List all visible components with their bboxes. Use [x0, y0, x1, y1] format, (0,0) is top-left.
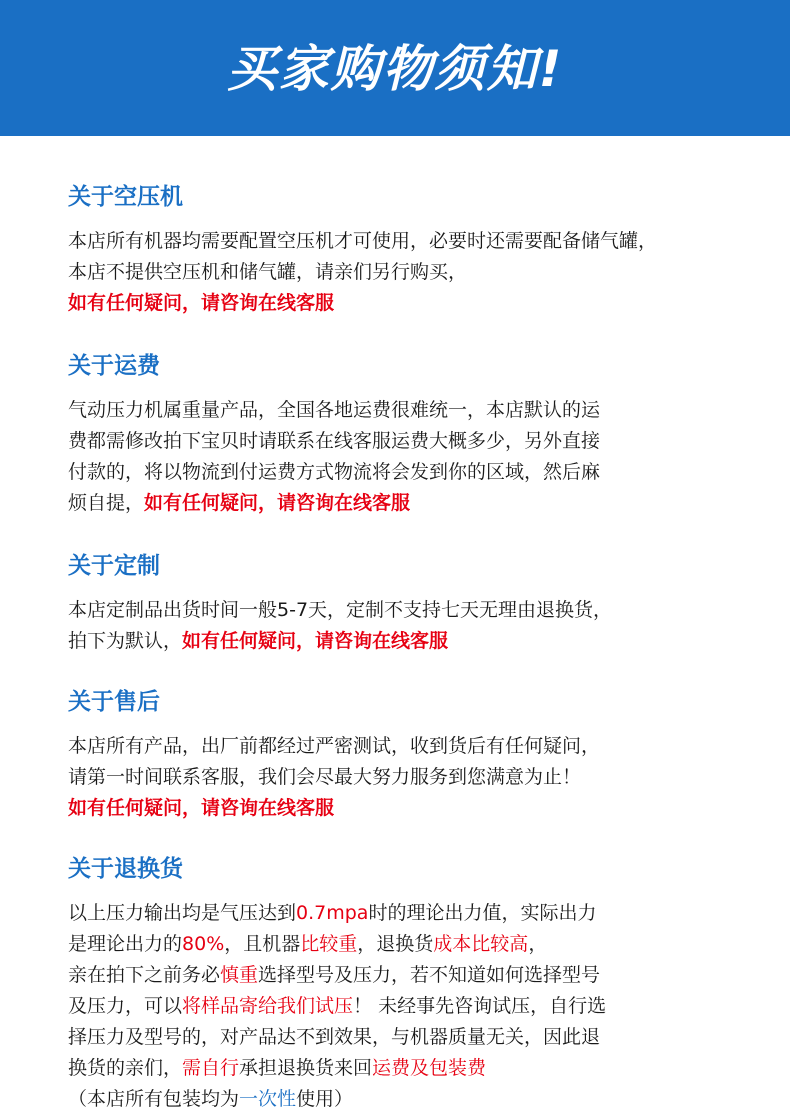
- section-custom: [68, 547, 768, 657]
- text-segment: ，: [528, 933, 548, 955]
- contact-notice: 如有任何疑问，请咨询在线客服: [144, 492, 411, 514]
- section-heading: 关于运费: [68, 353, 160, 379]
- section-returns: [68, 850, 768, 1115]
- text-segment: 及压力，可以: [68, 995, 183, 1017]
- contact-notice: 如有任何疑问，请咨询在线客服: [68, 292, 335, 314]
- text-line: 气动压力机属重量产品，全国各地运费很难统一，本店默认的运: [68, 399, 601, 421]
- text-segment: 选择型号及压力，若不知道如何选择型号: [258, 964, 601, 986]
- text-segment: 以上压力输出均是气压达到: [68, 902, 297, 924]
- highlight-text: 慎重: [220, 964, 259, 986]
- highlight-text: 一次性: [239, 1088, 297, 1110]
- text-line: 本店所有机器均需要配置空压机才可使用，必要时还需要配备储气罐，: [68, 230, 658, 252]
- text-line: 费都需修改拍下宝贝时请联系在线客服运费大概多少，另外直接: [68, 430, 601, 452]
- highlight-text: 运费及包装费: [372, 1057, 487, 1079]
- highlight-text: 需自行: [182, 1057, 240, 1079]
- text-segment: （本店所有包装均为: [68, 1088, 240, 1110]
- text-segment: ，且机器: [224, 933, 301, 955]
- contact-notice: 如有任何疑问，请咨询在线客服: [68, 797, 335, 819]
- text-line: [68, 488, 768, 519]
- highlight-text: 将样品寄给我们试压: [182, 995, 354, 1017]
- highlight-text: 成本比较高: [433, 933, 529, 955]
- text-line: 择压力及型号的，对产品达不到效果，与机器质量无关，因此退: [68, 1026, 601, 1048]
- text-segment: 时的理论出力值，实际出力: [368, 902, 597, 924]
- text-segment: ，退换货: [357, 933, 434, 955]
- section-compressor: [68, 178, 768, 319]
- text-segment: 亲在拍下之前务必: [68, 964, 221, 986]
- contact-notice: 如有任何疑问，请咨询在线客服: [182, 630, 449, 652]
- text-line: 本店不提供空压机和储气罐，请亲们另行购买，: [68, 261, 468, 283]
- text-segment: 换货的亲们，: [68, 1057, 183, 1079]
- text-segment: 使用）: [296, 1088, 354, 1110]
- section-aftersale: [68, 683, 768, 824]
- text-line: [68, 1053, 768, 1084]
- highlight-text: 80%: [182, 933, 225, 955]
- text-line: [68, 991, 768, 1022]
- text-segment: 烦自提，: [68, 492, 145, 514]
- highlight-text: 比较重: [300, 933, 358, 955]
- text-segment: 拍下为默认，: [68, 630, 183, 652]
- section-shipping: [68, 347, 768, 519]
- notice-content: [68, 178, 768, 1115]
- text-line: 本店所有产品，出厂前都经过严密测试，收到货后有任何疑问，: [68, 735, 601, 757]
- title-banner: [0, 0, 790, 136]
- text-line: [68, 1084, 768, 1115]
- text-line: 本店定制品出货时间一般5-7天，定制不支持七天无理由退换货，: [68, 599, 613, 621]
- text-line: [68, 898, 768, 929]
- text-line: 付款的，将以物流到付运费方式物流将会发到你的区域，然后麻: [68, 461, 601, 483]
- section-heading: 关于退换货: [68, 856, 183, 882]
- text-segment: ！ 未经事先咨询试压，自行选: [353, 995, 607, 1017]
- section-heading: 关于定制: [68, 553, 160, 579]
- text-line: [68, 626, 768, 657]
- section-heading: 关于空压机: [68, 184, 183, 210]
- text-line: 请第一时间联系客服，我们会尽最大努力服务到您满意为止！: [68, 766, 582, 788]
- section-heading: 关于售后: [68, 689, 160, 715]
- text-line: [68, 929, 768, 960]
- text-segment: 承担退换货来回: [239, 1057, 373, 1079]
- highlight-text: 0.7mpa: [296, 902, 369, 924]
- text-segment: 是理论出力的: [68, 933, 183, 955]
- page-title: 买家购物须知!: [226, 40, 564, 98]
- text-line: [68, 960, 768, 991]
